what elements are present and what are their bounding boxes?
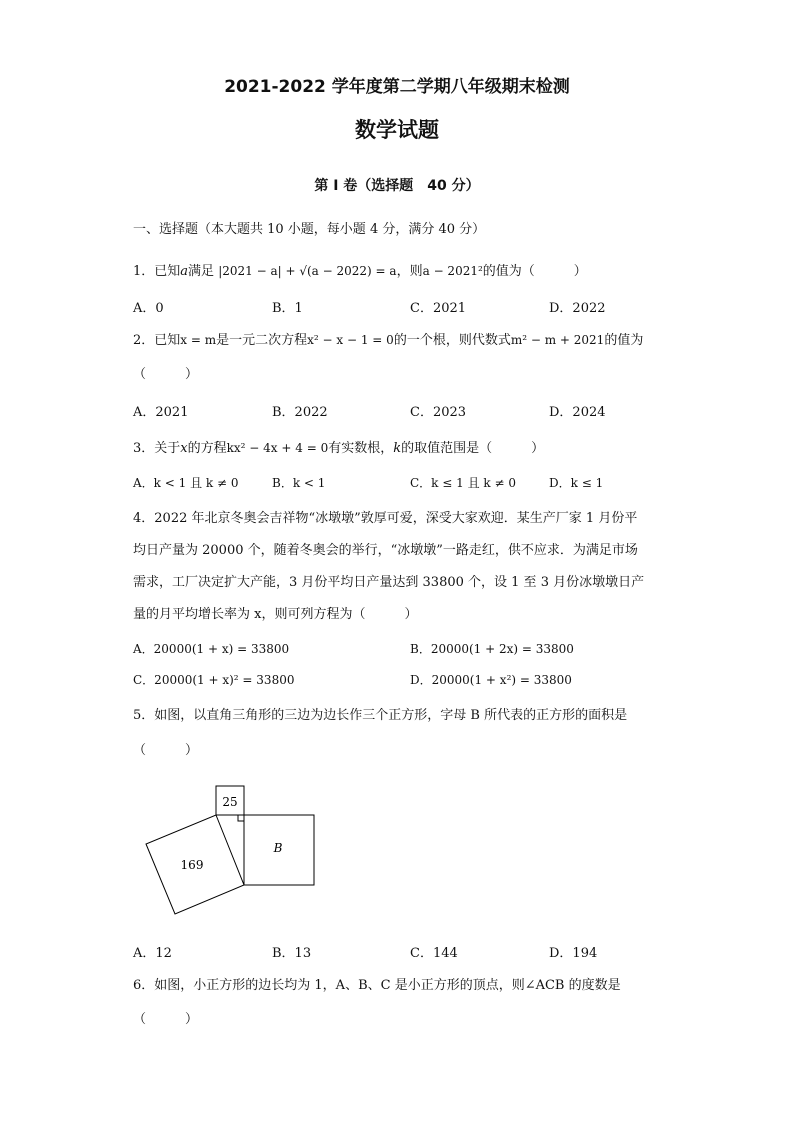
question-2-option-d: D．2024 [549, 405, 606, 420]
label-large-area: 169 [180, 858, 204, 872]
question-1-option-a: A．0 [133, 301, 164, 316]
question-2-answer-paren: （ ） [133, 367, 199, 382]
question-5-figure [140, 780, 330, 920]
question-6-line-1: 6．如图，小正方形的边长均为 1，A、B、C 是小正方形的顶点，则∠ACB 的度数是 [133, 978, 621, 993]
question-4-option-c: C．20000(1 + x)² = 33800 [133, 673, 295, 687]
label-b: B [273, 841, 283, 855]
question-3-option-b: B．k < 1 [272, 476, 326, 490]
question-1-option-d: D．2022 [549, 301, 606, 316]
question-1-stem: 1．已知a满足 |2021 − a| + √(a − 2022) = a，则a − 2021²的值为（ ） [133, 264, 587, 279]
question-1-expression: |2021 − a| + √(a − 2022) = a [218, 264, 397, 278]
question-5-option-c: C．144 [410, 946, 458, 961]
question-4-line-4: 量的月平均增长率为 x，则可列方程为（ ） [133, 607, 418, 622]
question-5-option-d: D．194 [549, 946, 598, 961]
question-3-option-c: C．k ≤ 1 且 k ≠ 0 [410, 476, 516, 490]
question-1-target: a − 2021² [422, 264, 483, 278]
question-1-option-c: C．2021 [410, 301, 467, 316]
question-4-option-b: B．20000(1 + 2x) = 33800 [410, 642, 574, 656]
question-5-line-1: 5．如图，以直角三角形的三边为边长作三个正方形，字母 B 所代表的正方形的面积是 [133, 708, 628, 723]
paper-part-heading: 第 I 卷（选择题 40 分） [314, 178, 480, 194]
question-2-stem: 2．已知x = m是一元二次方程x² − x − 1 = 0的一个根，则代数式m² − m + 2021的值为 [133, 333, 644, 348]
question-5-answer-paren: （ ） [133, 743, 199, 758]
exam-title: 2021-2022 学年度第二学期八年级期末检测 [224, 77, 570, 97]
question-4-option-d: D．20000(1 + x²) = 33800 [410, 673, 572, 687]
question-3-option-a: A．k < 1 且 k ≠ 0 [133, 476, 239, 490]
exam-subtitle: 数学试题 [355, 118, 439, 142]
question-4-line-3: 需求，工厂决定扩大产能，3 月份平均日产量达到 33800 个，设 1 至 3 月份冰墩墩日产 [133, 575, 645, 590]
question-4-line-2: 均日产量为 20000 个，随着冬奥会的举行，“冰墩墩”一路走红，供不应求．为满足市场 [133, 543, 638, 558]
right-angle-mark [238, 815, 244, 821]
question-3-stem: 3．关于x的方程kx² − 4x + 4 = 0有实数根，k的取值范围是（ ） [133, 441, 545, 456]
question-4-option-a: A．20000(1 + x) = 33800 [133, 642, 290, 656]
question-2-option-b: B．2022 [272, 405, 328, 420]
question-4-line-1: 4．2022 年北京冬奥会吉祥物“冰墩墩”敦厚可爱，深受大家欢迎．某生产厂家 1 月份平 [133, 511, 638, 526]
label-small-area: 25 [222, 795, 238, 809]
question-1-option-b: B．1 [272, 301, 303, 316]
question-5-option-a: A．12 [133, 946, 172, 961]
question-2-option-c: C．2023 [410, 405, 467, 420]
question-6-answer-paren: （ ） [133, 1012, 199, 1027]
question-2-option-a: A．2021 [133, 405, 189, 420]
question-5-option-b: B．13 [272, 946, 312, 961]
question-3-option-d: D．k ≤ 1 [549, 476, 604, 490]
section-heading: 一、选择题（本大题共 10 小题，每小题 4 分，满分 40 分） [133, 222, 486, 237]
